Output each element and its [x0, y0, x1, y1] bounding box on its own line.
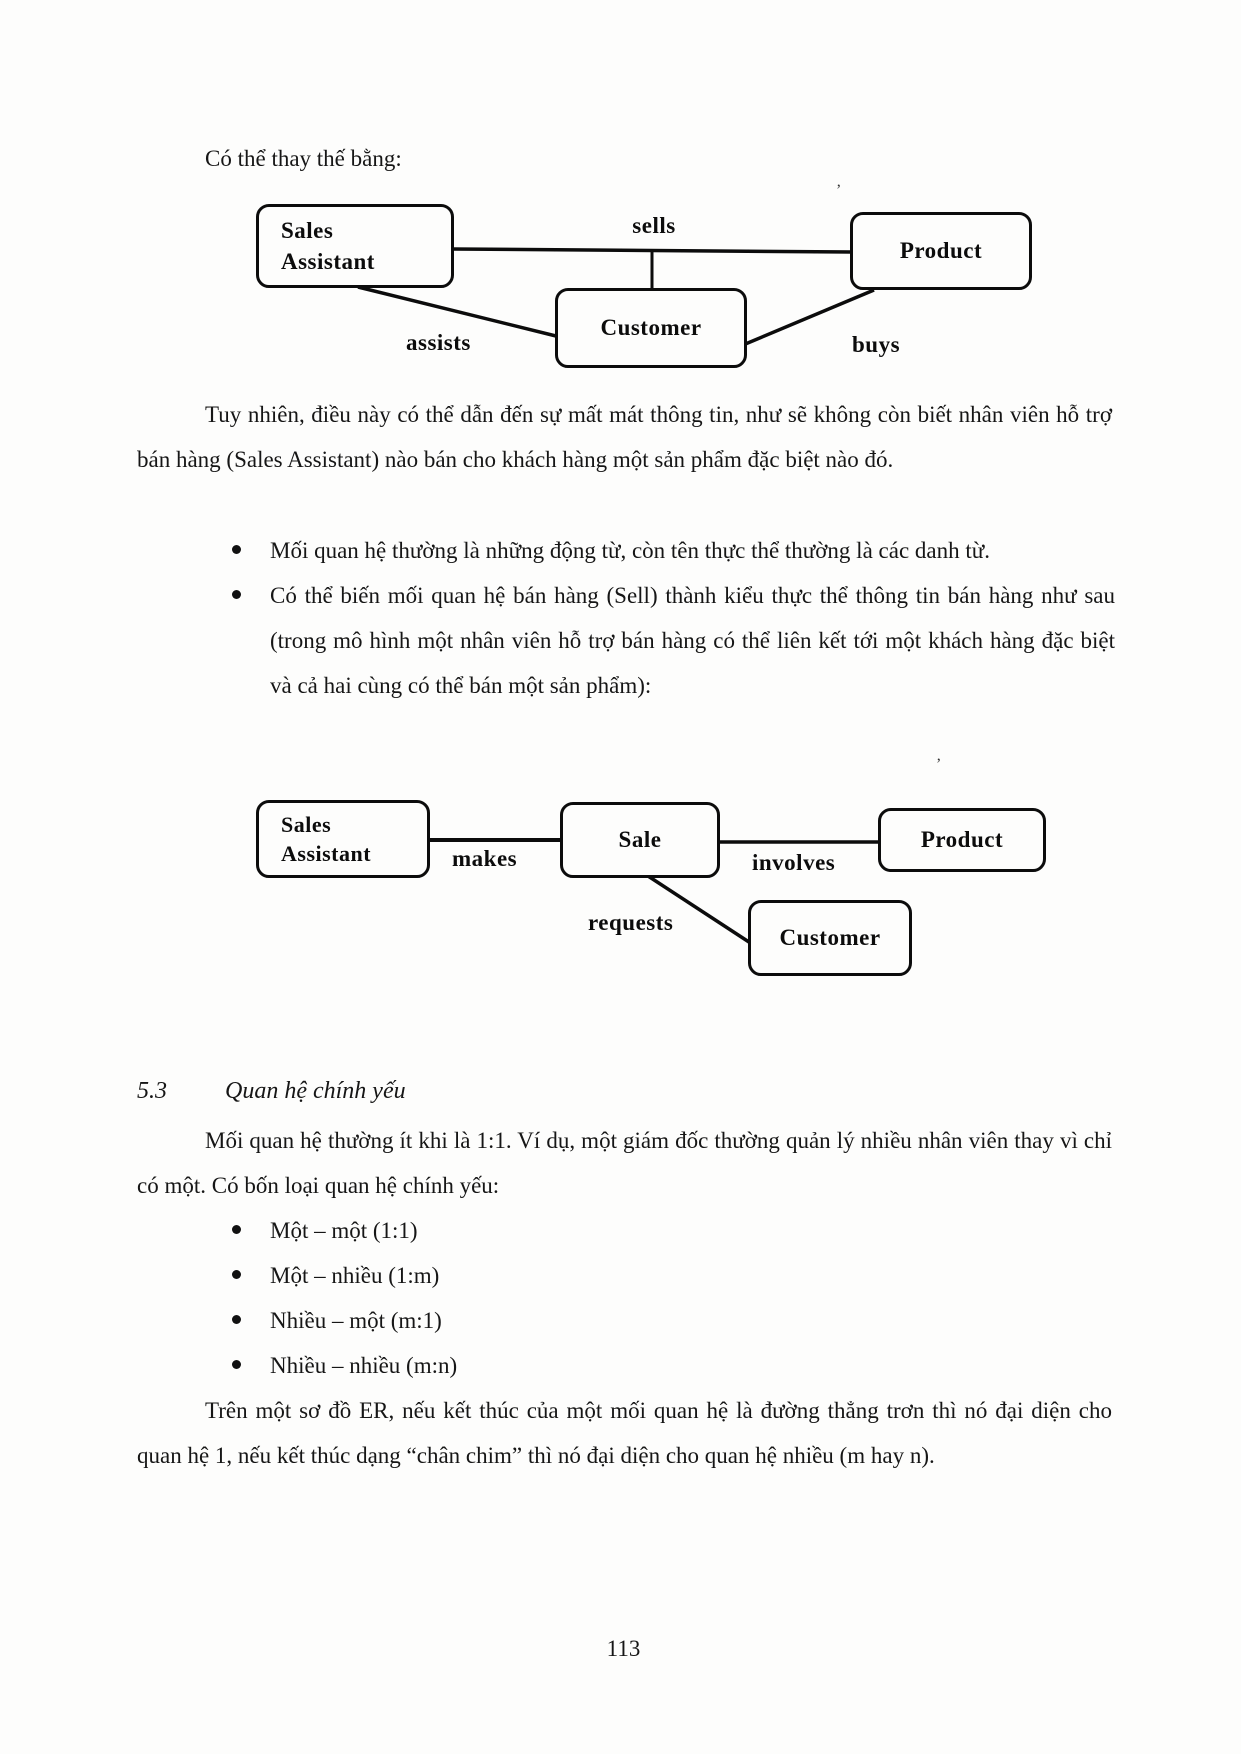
list-item-text: Nhiều – một (m:1) [270, 1308, 442, 1333]
entity-sales-assistant-1 [256, 204, 454, 288]
relationship-label-makes: makes [452, 846, 518, 871]
scan-artifact: ’ [836, 182, 842, 199]
list-item-text: Nhiều – nhiều (m:n) [270, 1353, 458, 1378]
paragraph: Trên một sơ đồ ER, nếu kết thúc của một mối quan hệ là đường thẳng trơn thì nó đại diện cho quan hệ 1, nếu kết thúc dạng “chân chim” thì nó đại diện cho quan hệ nhiều (m hay n). [137, 1398, 1112, 1468]
entity-label: Sale [618, 827, 662, 852]
entity-label: Product [899, 238, 983, 263]
section-title: Quan hệ chính yếu [225, 1078, 406, 1104]
entity-sales-assistant-2 [256, 800, 430, 878]
entity-label: Customer [600, 315, 702, 340]
list-item-text: Có thể biến mối quan hệ bán hàng (Sell) thành kiểu thực thể thông tin bán hàng như sau (trong mô hình một nhân viên hỗ trợ bán hàng có thể liên kết tới một khách hàng đặc biệt và cả hai cùng có thể bán một sản phẩm): [270, 583, 1115, 698]
entity-label: Sales Assistant [281, 218, 375, 274]
page-number: 113 [606, 1636, 641, 1661]
relationship-label-requests: requests [588, 910, 674, 935]
entity-product-1 [850, 212, 1032, 290]
relationship-label-buys: buys [852, 332, 901, 357]
relationship-label-assists: assists [406, 330, 471, 355]
entity-product-2 [878, 808, 1046, 872]
relationship-label-sells: sells [632, 213, 676, 238]
section-number: 5.3 [137, 1078, 167, 1104]
entity-sale [560, 802, 720, 878]
entity-label: Customer [779, 925, 881, 950]
list-item-text: Một – một (1:1) [270, 1218, 418, 1243]
relationship-label-involves: involves [752, 850, 836, 875]
list-item-text: Một – nhiều (1:m) [270, 1263, 440, 1288]
list-item-text: Mối quan hệ thường là những động từ, còn tên thực thể thường là các danh từ. [270, 538, 990, 563]
entity-label: Product [920, 827, 1004, 852]
paragraph: Tuy nhiên, điều này có thể dẫn đến sự mất mát thông tin, như sẽ không còn biết nhân viên hỗ trợ bán hàng (Sales Assistant) nào bán cho khách hàng một sản phẩm đặc biệt nào đó. [137, 402, 1112, 472]
intro-text: Có thể thay thế bằng: [205, 146, 402, 171]
entity-label: Sales Assistant [281, 812, 372, 866]
paragraph: Mối quan hệ thường ít khi là 1:1. Ví dụ, một giám đốc thường quản lý nhiều nhân viên thay vì chỉ có một. Có bốn loại quan hệ chính yếu: [137, 1128, 1112, 1198]
scan-artifact: ’ [936, 756, 942, 773]
entity-customer-1 [555, 288, 747, 368]
entity-customer-2 [748, 900, 912, 976]
